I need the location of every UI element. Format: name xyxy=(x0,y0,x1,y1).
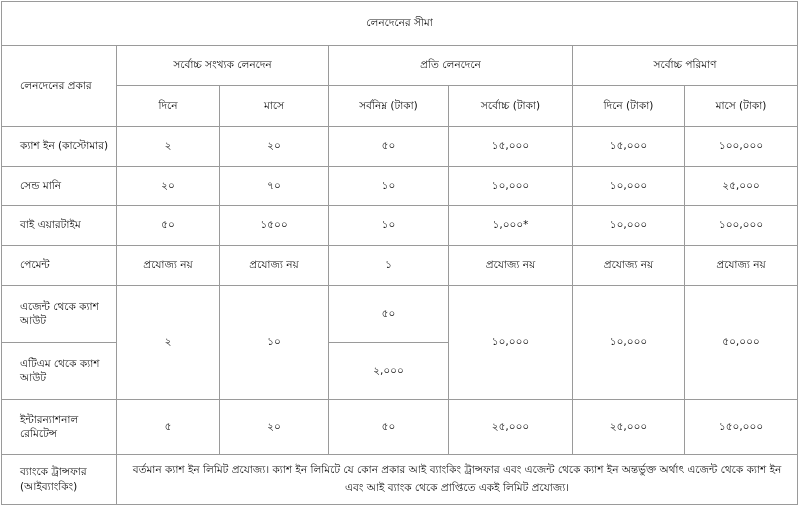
table-row-bank-transfer xyxy=(2,455,798,505)
amount-month: ১০০,০০০ xyxy=(685,127,798,167)
min-amount: ৫০ xyxy=(329,400,449,455)
amount-month: ১০০,০০০ xyxy=(685,206,798,246)
header-min-taka: সর্বনিম্ন (টাকা) xyxy=(329,86,449,127)
max-amount: প্রযোজ্য নয় xyxy=(449,246,573,286)
row-type: পেমেন্ট xyxy=(2,246,117,286)
row-type: ক্যাশ ইন (কাস্টোমার) xyxy=(2,127,117,167)
amount-month: ১৫০,০০০ xyxy=(685,400,798,455)
count-day: ২০ xyxy=(117,167,220,206)
count-day: ৫ xyxy=(117,400,220,455)
min-amount: ২,০০০ xyxy=(329,343,449,400)
header-max-amount: সর্বোচ্চ পরিমাণ xyxy=(573,46,798,86)
amount-day: ১৫,০০০ xyxy=(573,127,685,167)
max-amount: ১,০০০* xyxy=(449,206,573,246)
header-daily-taka: দিনে (টাকা) xyxy=(573,86,685,127)
table-row xyxy=(2,127,798,167)
row-type: ইন্টারন্যাশনাল রেমিটেন্স xyxy=(2,400,117,455)
min-amount: ৫০ xyxy=(329,127,449,167)
table-row xyxy=(2,206,798,246)
min-amount: ১০ xyxy=(329,167,449,206)
max-amount: ১০,০০০ xyxy=(449,167,573,206)
row-type: এজেন্ট থেকে ক্যাশ আউট xyxy=(2,286,117,343)
count-day: ২ xyxy=(117,127,220,167)
header-transaction-type: লেনদেনের প্রকার xyxy=(2,46,117,127)
row-type: বাই এয়ারটাইম xyxy=(2,206,117,246)
amount-day: ২৫,০০০ xyxy=(573,400,685,455)
row-type: এটিএম থেকে ক্যাশ আউট xyxy=(2,343,117,400)
header-row-1 xyxy=(2,46,798,86)
max-amount: ১৫,০০০ xyxy=(449,127,573,167)
table-row-cashout-agent xyxy=(2,286,798,343)
table-row xyxy=(2,400,798,455)
header-row-2 xyxy=(2,86,798,127)
amount-month: ২৫,০০০ xyxy=(685,167,798,206)
row-type: ব্যাংকে ট্রান্সফার (আইব্যাংকিং) xyxy=(2,455,117,505)
header-monthly: মাসে xyxy=(220,86,329,127)
amount-day: ১০,০০০ xyxy=(573,167,685,206)
row-type: সেন্ড মানি xyxy=(2,167,117,206)
min-amount: ১ xyxy=(329,246,449,286)
header-per-transaction: প্রতি লেনদেনে xyxy=(329,46,573,86)
count-day: প্রযোজ্য নয় xyxy=(117,246,220,286)
table-row xyxy=(2,246,798,286)
table-title: লেনদেনের সীমা xyxy=(2,2,798,46)
title-row xyxy=(2,2,798,46)
count-day: ৫০ xyxy=(117,206,220,246)
max-amount: ২৫,০০০ xyxy=(449,400,573,455)
count-month: ২০ xyxy=(220,400,329,455)
min-amount: ১০ xyxy=(329,206,449,246)
count-month: ২০ xyxy=(220,127,329,167)
amount-month: ৫০,০০০ xyxy=(685,286,798,400)
max-amount: ১০,০০০ xyxy=(449,286,573,400)
header-monthly-taka: মাসে (টাকা) xyxy=(685,86,798,127)
amount-month: প্রযোজ্য নয় xyxy=(685,246,798,286)
min-amount: ৫০ xyxy=(329,286,449,343)
count-month: প্রযোজ্য নয় xyxy=(220,246,329,286)
header-max-taka: সর্বোচ্চ (টাকা) xyxy=(449,86,573,127)
count-month: ১০ xyxy=(220,286,329,400)
table-row xyxy=(2,167,798,206)
header-max-count: সর্বোচ্চ সংখ্যক লেনদেন xyxy=(117,46,329,86)
amount-day: ১০,০০০ xyxy=(573,286,685,400)
count-month: ৭০ xyxy=(220,167,329,206)
transaction-limits-table xyxy=(1,1,798,505)
amount-day: প্রযোজ্য নয় xyxy=(573,246,685,286)
header-daily: দিনে xyxy=(117,86,220,127)
count-month: ১৫০০ xyxy=(220,206,329,246)
count-day: ২ xyxy=(117,286,220,400)
bank-transfer-note: বর্তমান ক্যাশ ইন লিমিট প্রযোজ্য। ক্যাশ ইন লিমিটে যে কোন প্রকার আই ব্যাংকিং ট্রান্সফার এবং এজেন্ট থেকে ক্যাশ ইন অন্তর্ভুক্ত অর্থাৎ এজেন্ট থেকে ক্যাশ ইন এবং আই ব্যাংক থেকে প্রাপ্তিতে একই লিমিট প্রযোজ্য। xyxy=(117,455,798,505)
amount-day: ১০,০০০ xyxy=(573,206,685,246)
